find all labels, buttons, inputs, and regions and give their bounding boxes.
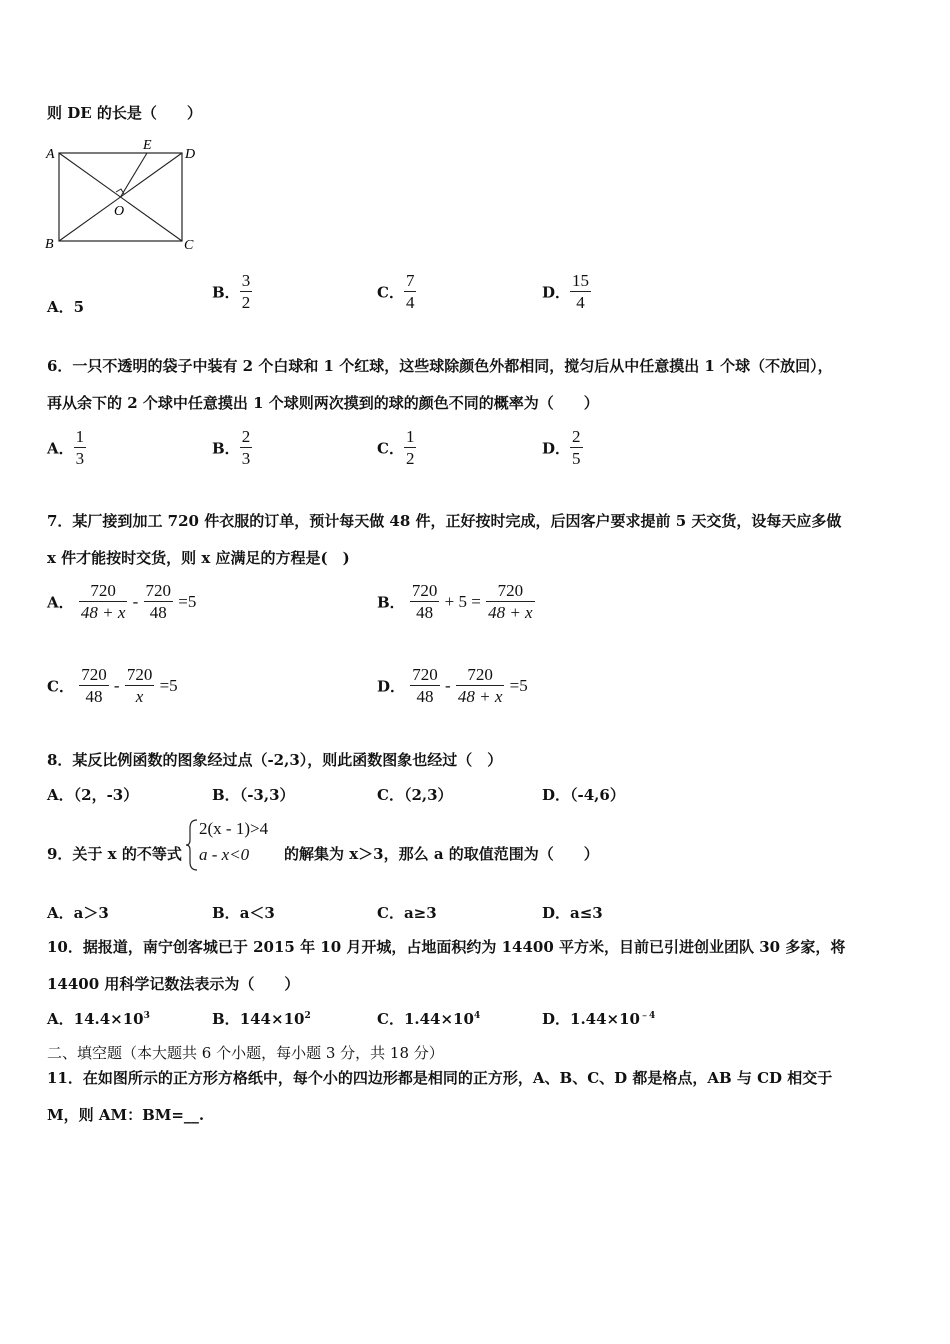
q10-option-b[interactable]: B．$144\times 10^2$: [212, 1010, 311, 1028]
q10-option-c[interactable]: C．$1.44\times 10^4$: [377, 1010, 481, 1028]
q10-option-d[interactable]: D．$1.44\times 10^{﹣4}$: [542, 1010, 656, 1028]
label-d: D: [185, 147, 196, 162]
q5-option-b[interactable]: B． $\frac{3}{2}$: [212, 271, 251, 313]
label-c: C: [184, 238, 194, 253]
q10-stem-line1: 10．据报道，南宁创客城已于 2015 年 10 月开城，占地面积约为 14400 平方米，目前已引进创业团队 30 多家，将: [47, 938, 846, 956]
q8-option-a[interactable]: A．（2，-3）: [47, 786, 139, 804]
q7-option-a[interactable]: A． $\frac{720}{48 + x}$ - $\frac{720}{48}$ =5: [47, 581, 197, 623]
q7-option-c[interactable]: C． $\frac{720}{48}$ - $\frac{720}{x}$ =5: [47, 665, 178, 707]
q10-stem-line2: 14400 用科学记数法表示为（ ）: [47, 975, 300, 993]
inequality-1: 2(x - 1)>4: [199, 819, 269, 838]
q5-option-c[interactable]: C． $\frac{7}{4}$: [377, 271, 415, 313]
segment-eo: [121, 153, 148, 197]
q5-option-a[interactable]: A．5: [47, 298, 85, 316]
q11-stem-line1: 11．在如图所示的正方形方格纸中，每个小的四边形都是相同的正方形，A、B、C、D 都是格点，AB 与 CD 相交于: [47, 1069, 833, 1087]
q7-stem-line2: x 件才能按时交货，则 x 应满足的方程是( ): [47, 549, 350, 567]
q7-option-d[interactable]: D． $\frac{720}{48}$ - $\frac{720}{48 + x}$ =5: [377, 665, 528, 707]
q10-option-a[interactable]: A．$14.4\times 10^3$: [47, 1010, 150, 1028]
q6-stem-line2: 再从余下的 2 个球中任意摸出 1 个球则两次摸到的球的颜色不同的概率为（ ）: [47, 394, 599, 412]
q11-stem-line2: M，则 AM：BM=__.: [47, 1106, 205, 1124]
q6-option-c[interactable]: C． $\frac{1}{2}$: [377, 427, 415, 469]
q9-stem-suffix: 的解集为 x＞3，那么 a 的取值范围为（ ）: [284, 845, 599, 863]
label-e: E: [143, 138, 152, 153]
q9-option-a[interactable]: A．a＞3: [47, 904, 109, 922]
q8-stem: 8．某反比例函数的图象经过点（-2,3），则此函数图象也经过（ ）: [47, 751, 503, 769]
q9-option-c[interactable]: C．a≥3: [377, 904, 437, 922]
q8-option-c[interactable]: C．（2,3）: [377, 786, 453, 804]
inequality-system: [199, 816, 268, 868]
q9-option-d[interactable]: D．a≤3: [542, 904, 603, 922]
q9-option-b[interactable]: B．a＜3: [212, 904, 275, 922]
label-o: O: [114, 204, 125, 219]
system-brace-icon: [185, 818, 199, 872]
q9-stem-prefix: 9．关于 x 的不等式: [47, 845, 182, 863]
q7-option-b[interactable]: B． $\frac{720}{48}$ + 5 = $\frac{720}{48 + x}$: [377, 581, 533, 623]
section-heading: 二、填空题（本大题共 6 个小题，每小题 3 分，共 18 分）: [47, 1044, 444, 1062]
q6-stem-line1: 6．一只不透明的袋子中装有 2 个白球和 1 个红球，这些球除颜色外都相同，搅匀后从中任意摸出 1 个球（不放回），: [47, 357, 833, 375]
inequality-2: a - x<0: [199, 845, 250, 864]
q8-option-d[interactable]: D．（-4,6）: [542, 786, 625, 804]
q7-stem-line1: 7．某厂接到加工 720 件衣服的订单，预计每天做 48 件，正好按时完成，后因客户要求提前 5 天交货，设每天应多做: [47, 512, 842, 530]
q8-option-b[interactable]: B．（-3,3）: [212, 786, 295, 804]
q5-stem: 则 DE 的长是（ ）: [47, 104, 202, 122]
rectangle-figure: [42, 136, 212, 256]
q5-option-d[interactable]: D． $\frac{15}{4}$: [542, 271, 590, 313]
q6-option-d[interactable]: D． $\frac{2}{5}$: [542, 427, 581, 469]
label-b: B: [45, 237, 54, 252]
label-a: A: [46, 147, 55, 162]
q6-option-a[interactable]: A． $\frac{1}{3}$: [47, 427, 85, 469]
q6-option-b[interactable]: B． $\frac{2}{3}$: [212, 427, 251, 469]
